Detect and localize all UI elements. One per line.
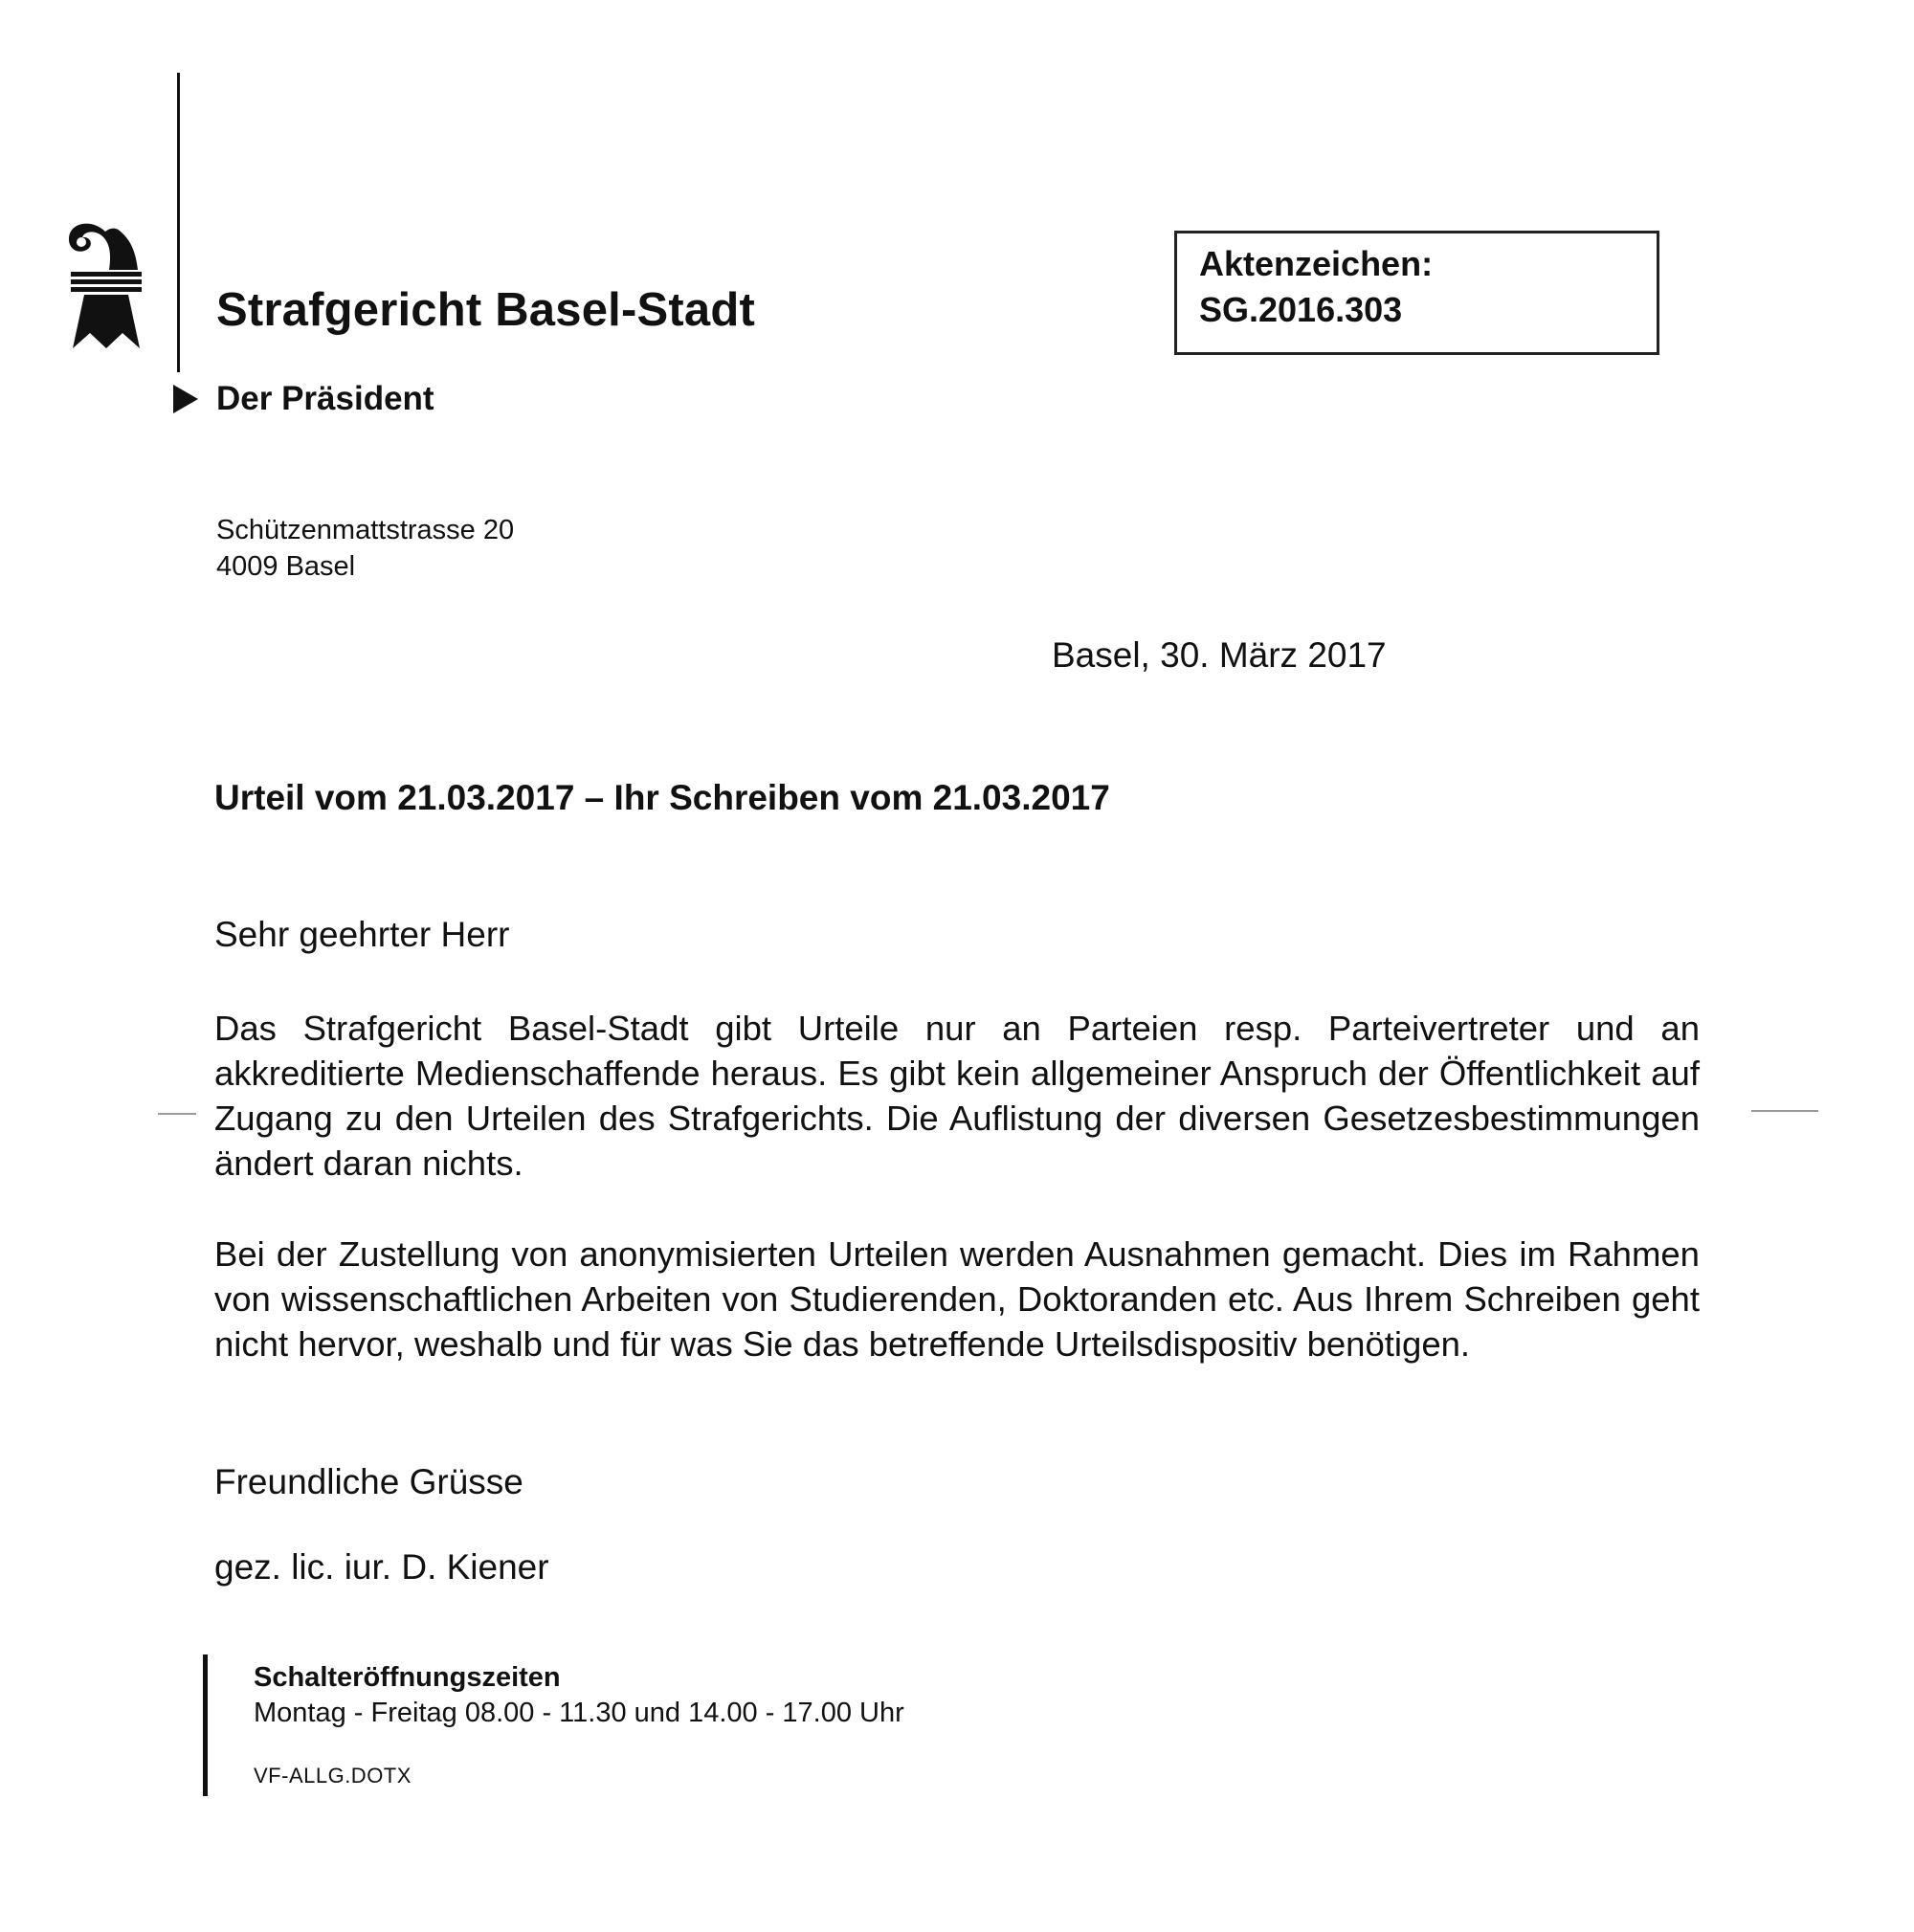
organization-name: Strafgericht Basel-Stadt: [216, 284, 755, 336]
scan-artifact: [158, 1113, 196, 1115]
subject-line: Urteil vom 21.03.2017 – Ihr Schreiben vom 21.03.2017: [214, 778, 1110, 817]
office-hours-title: Schalteröffnungszeiten: [254, 1662, 561, 1693]
signature: gez. lic. iur. D. Kiener: [214, 1547, 549, 1587]
closing: Freundliche Grüsse: [214, 1462, 523, 1501]
footer-divider: [203, 1654, 208, 1796]
triangle-right-icon: [173, 385, 198, 413]
scan-artifact: [1751, 1110, 1818, 1112]
reference-number: SG.2016.303: [1199, 290, 1403, 329]
salutation: Sehr geehrter Herr: [214, 915, 510, 954]
template-code: VF-ALLG.DOTX: [254, 1764, 412, 1788]
body-paragraph: Bei der Zustellung von anonymisierten Urteilen werden Ausnahmen gemacht. Dies im Rahmen von wissenschaftlichen Arbeiten von Studierenden, Doktoranden etc. Aus Ihrem Schreiben geht nicht hervor, weshalb und für was Sie das betreffende Urteilsdispositiv benötigen.: [214, 1234, 1700, 1364]
letterhead-divider: [177, 73, 180, 372]
letter-date: Basel, 30. März 2017: [1052, 635, 1387, 675]
basel-staff-icon: [63, 218, 149, 352]
body-paragraph: Das Strafgericht Basel-Stadt gibt Urteile nur an Parteien resp. Parteivertreter und an akkreditierte Medienschaffende heraus. Es gibt kein allgemeiner Anspruch der Öffentlichkeit auf Zugang zu den Urteilen des Strafgerichts. Die Auflistung der diversen Gesetzesbestimmungen ändert daran nichts.: [214, 1009, 1700, 1183]
department-name: Der Präsident: [216, 380, 434, 417]
office-hours: Montag - Freitag 08.00 - 11.30 und 14.00 - 17.00 Uhr: [254, 1698, 904, 1728]
reference-label: Aktenzeichen:: [1199, 244, 1434, 283]
address-city: 4009 Basel: [216, 551, 356, 582]
address-street: Schützenmattstrasse 20: [216, 515, 515, 545]
